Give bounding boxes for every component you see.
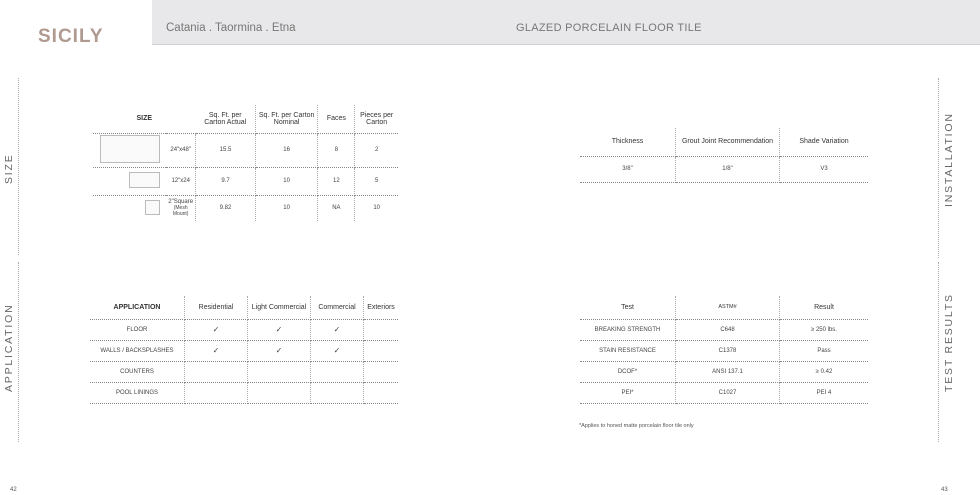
- table-row: [580, 361, 868, 382]
- astm-header: ASTM#: [676, 296, 780, 319]
- check-icon: [185, 382, 248, 403]
- test-results-table: [580, 296, 868, 404]
- size-row: [93, 133, 398, 167]
- brand-logo: SICILY: [38, 26, 104, 47]
- left-divider-top: [18, 78, 19, 255]
- header-left: [0, 0, 152, 47]
- actual-header: Sq. Ft. per Carton Actual: [196, 105, 256, 133]
- tile-swatch-large-cell: [93, 133, 166, 167]
- check-icon: [364, 340, 399, 361]
- test-name: DCOF*: [580, 361, 676, 382]
- side-label-test-results: TEST RESULTS: [943, 293, 955, 392]
- faces-cell: 8: [318, 133, 355, 167]
- left-divider-bottom: [18, 262, 19, 442]
- size-cell: [166, 195, 195, 221]
- application-label: POOL LININGS: [90, 382, 185, 403]
- actual-cell: 9.7: [196, 167, 256, 195]
- commercial-header: Commercial: [311, 296, 364, 319]
- side-label-installation: INSTALLATION: [943, 112, 955, 207]
- right-divider-bottom: [938, 262, 939, 442]
- check-icon: [364, 382, 399, 403]
- table-row: [90, 340, 398, 361]
- check-icon: [248, 382, 311, 403]
- check-icon: [248, 361, 311, 382]
- check-icon: ✓: [185, 340, 248, 361]
- table-row: [90, 319, 398, 340]
- check-icon: ✓: [248, 319, 311, 340]
- tile-swatch-small-cell: [93, 195, 166, 221]
- test-header: Test: [580, 296, 676, 319]
- size-row: [93, 195, 398, 221]
- astm-code: C1027: [676, 382, 780, 403]
- test-result: ≥ 0.42: [780, 361, 869, 382]
- application-table: [90, 296, 398, 404]
- check-icon: ✓: [311, 340, 364, 361]
- residential-header: Residential: [185, 296, 248, 319]
- astm-code: C648: [676, 319, 780, 340]
- thickness-value: 3/8": [580, 156, 676, 182]
- thickness-header: Thickness: [580, 128, 676, 156]
- size-header: SIZE: [93, 105, 196, 133]
- test-name: STAIN RESISTANCE: [580, 340, 676, 361]
- pieces-header: Pieces per Carton: [355, 105, 398, 133]
- table-row: [580, 319, 868, 340]
- size-cell: 12"x24: [166, 167, 195, 195]
- product-type: GLAZED PORCELAIN FLOOR TILE: [516, 22, 702, 34]
- application-label: WALLS / BACKSPLASHES: [90, 340, 185, 361]
- tile-swatch-small: [145, 200, 160, 215]
- size-cell-main: 2"Square: [168, 199, 194, 206]
- tile-swatch-medium-cell: [93, 167, 166, 195]
- actual-cell: 9.82: [196, 195, 256, 221]
- nominal-header: Sq. Ft. per Carton Nominal: [255, 105, 317, 133]
- footnote: *Applies to honed matte porcelain floor tile only: [579, 423, 694, 429]
- pieces-cell: 5: [355, 167, 398, 195]
- astm-code: ANSI 137.1: [676, 361, 780, 382]
- table-row: [580, 382, 868, 403]
- check-icon: ✓: [248, 340, 311, 361]
- shade-value: V3: [780, 156, 869, 182]
- tile-swatch-large: [100, 135, 160, 163]
- right-divider-top: [938, 78, 939, 258]
- result-header: Result: [780, 296, 869, 319]
- light-commercial-header: Light Commercial: [248, 296, 311, 319]
- check-icon: [185, 361, 248, 382]
- test-result: ≥ 250 lbs.: [780, 319, 869, 340]
- side-label-application: APPLICATION: [3, 303, 15, 392]
- check-icon: [364, 361, 399, 382]
- astm-code: C1378: [676, 340, 780, 361]
- collection-cities: Catania . Taormina . Etna: [166, 22, 296, 34]
- table-row: [90, 361, 398, 382]
- test-name: PEI*: [580, 382, 676, 403]
- actual-cell: 15.5: [196, 133, 256, 167]
- size-cell-sub: (Mesh Mount): [172, 205, 189, 217]
- table-row: [580, 340, 868, 361]
- faces-header: Faces: [318, 105, 355, 133]
- installation-table: [580, 128, 868, 183]
- page-number-left: 42: [10, 487, 17, 493]
- exteriors-header: Exteriors: [364, 296, 399, 319]
- size-table: [93, 105, 398, 221]
- side-label-size: SIZE: [3, 153, 15, 184]
- test-result: PEI 4: [780, 382, 869, 403]
- check-icon: [364, 319, 399, 340]
- nominal-cell: 10: [255, 167, 317, 195]
- page-number-right: 43: [941, 487, 948, 493]
- nominal-cell: 10: [255, 195, 317, 221]
- tile-swatch-medium: [129, 172, 160, 188]
- check-icon: [311, 361, 364, 382]
- faces-cell: NA: [318, 195, 355, 221]
- check-icon: ✓: [185, 319, 248, 340]
- application-label: COUNTERS: [90, 361, 185, 382]
- pieces-cell: 2: [355, 133, 398, 167]
- application-label: FLOOR: [90, 319, 185, 340]
- shade-header: Shade Variation: [780, 128, 869, 156]
- size-row: [93, 167, 398, 195]
- check-icon: ✓: [311, 319, 364, 340]
- test-result: Pass: [780, 340, 869, 361]
- check-icon: [311, 382, 364, 403]
- nominal-cell: 16: [255, 133, 317, 167]
- faces-cell: 12: [318, 167, 355, 195]
- pieces-cell: 10: [373, 205, 381, 212]
- table-row: [90, 382, 398, 403]
- grout-header: Grout Joint Recommendation: [676, 128, 780, 156]
- grout-value: 1/8": [676, 156, 780, 182]
- test-name: BREAKING STRENGTH: [580, 319, 676, 340]
- size-cell: 24"x48": [166, 133, 195, 167]
- application-header: APPLICATION: [90, 296, 185, 319]
